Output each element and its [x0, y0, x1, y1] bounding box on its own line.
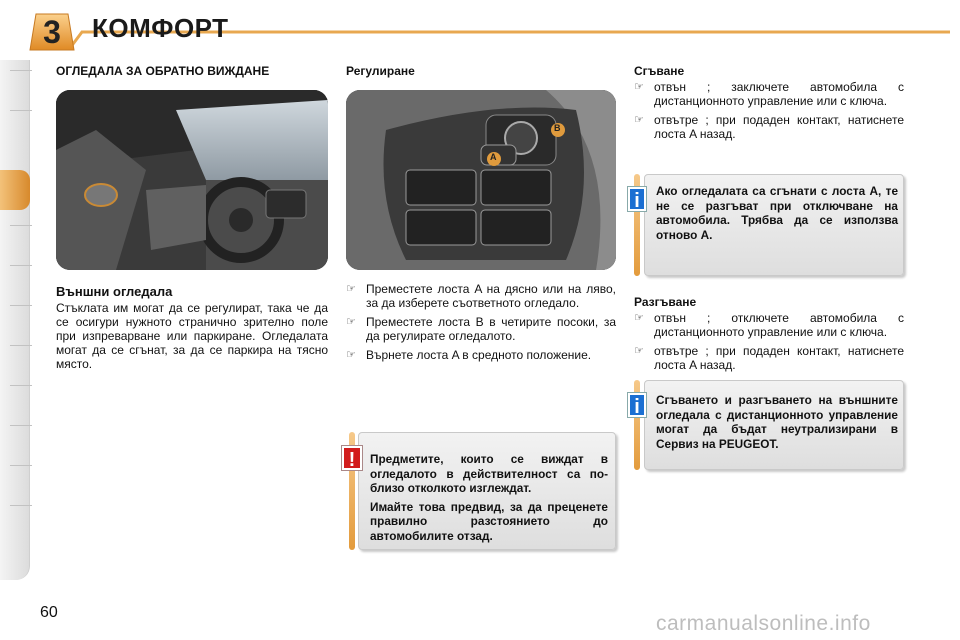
label-b: B — [554, 123, 561, 133]
watermark: carmanualsonline.info — [656, 612, 871, 635]
folding-heading: Сгъване — [634, 64, 685, 78]
chapter-tab[interactable] — [10, 225, 32, 265]
unfolding-step: ☞ отвътре ; при подаден контакт, натиснете лоста A назад. — [634, 344, 904, 372]
chapter-tab-active[interactable] — [0, 170, 30, 210]
info-icon: i — [628, 187, 646, 211]
info-text-neutralize: Сгъването и разгъването на външните огледала с дистанционното управление могат да бъдат неутрализирани в Сервиз на PEUGEOT. — [656, 393, 898, 451]
adjustment-step: ☞ Преместете лоста B в четирите посоки, за да регулирате огледалото. — [346, 315, 616, 343]
info-text-folded: Ако огледалата са сгънати с лоста A, те не се разгъват при отключване на автомобила. Трябва да се използва отново A. — [656, 184, 898, 242]
interior-photo — [56, 90, 328, 270]
chapter-tab[interactable] — [10, 110, 32, 150]
folding-step: ☞ отвън ; заключете автомобила с дистанционното управление или с ключа. — [634, 80, 904, 108]
label-a: A — [490, 152, 497, 162]
adjustment-heading: Регулиране — [346, 64, 415, 78]
chapter-tab[interactable] — [10, 70, 32, 110]
adjustment-step: ☞ Преместете лоста A на дясно или на ляво, за да изберете съответното огледало. — [346, 282, 616, 310]
chapter-tab[interactable] — [10, 305, 32, 345]
mirror-control-photo — [346, 90, 616, 270]
pointing-hand-icon: ☞ — [346, 282, 356, 295]
pointing-hand-icon: ☞ — [346, 315, 356, 328]
chapter-number: 3 — [43, 14, 61, 50]
section-heading: ОГЛЕДАЛА ЗА ОБРАТНО ВИЖДАНЕ — [56, 64, 270, 78]
outside-mirrors-heading: Външни огледала — [56, 284, 173, 299]
chapter-tab[interactable] — [10, 425, 32, 465]
chapter-tab-strip — [0, 60, 30, 580]
outside-mirrors-text — [56, 301, 328, 375]
warning-icon: ! — [342, 446, 362, 470]
pointing-hand-icon: ☞ — [346, 348, 356, 361]
unfolding-heading: Разгъване — [634, 295, 697, 309]
page-number: 60 — [40, 604, 58, 621]
adjustment-list — [346, 282, 616, 367]
page-title: КОМФОРТ — [92, 13, 229, 43]
pointing-hand-icon: ☞ — [634, 113, 644, 126]
chapter-tab[interactable] — [10, 465, 32, 505]
chapter-tab[interactable] — [10, 505, 32, 545]
pointing-hand-icon: ☞ — [634, 80, 644, 93]
unfolding-list — [634, 311, 904, 377]
chapter-tab[interactable] — [10, 385, 32, 425]
chapter-tab[interactable] — [10, 265, 32, 305]
folding-step: ☞ отвътре ; при подаден контакт, натиснете лоста A назад. — [634, 113, 904, 141]
unfolding-step: ☞ отвън ; отключете автомобила с дистанционното управление или с ключа. — [634, 311, 904, 339]
warning-text: Предметите, които се виждат в огледалото в действителност са по-близо отколкото изглеждат. Имайте това предвид, за да преценете правилно разстоянието до автомобилите отзад. — [370, 452, 608, 543]
chapter-badge — [28, 12, 76, 52]
info-icon: i — [628, 393, 646, 417]
pointing-hand-icon: ☞ — [634, 344, 644, 357]
folding-list — [634, 80, 904, 146]
chapter-tab[interactable] — [10, 345, 32, 385]
adjustment-step: ☞ Върнете лоста A в средното положение. — [346, 348, 592, 362]
outside-mirrors-paragraph: Стъклата им могат да се регулират, така че да се осигури нужното странично зрително поле при изпреварване или паркиране. Огледалата могат да се сгънат, за да се паркира на тясно място. — [56, 301, 328, 371]
pointing-hand-icon: ☞ — [634, 311, 644, 324]
